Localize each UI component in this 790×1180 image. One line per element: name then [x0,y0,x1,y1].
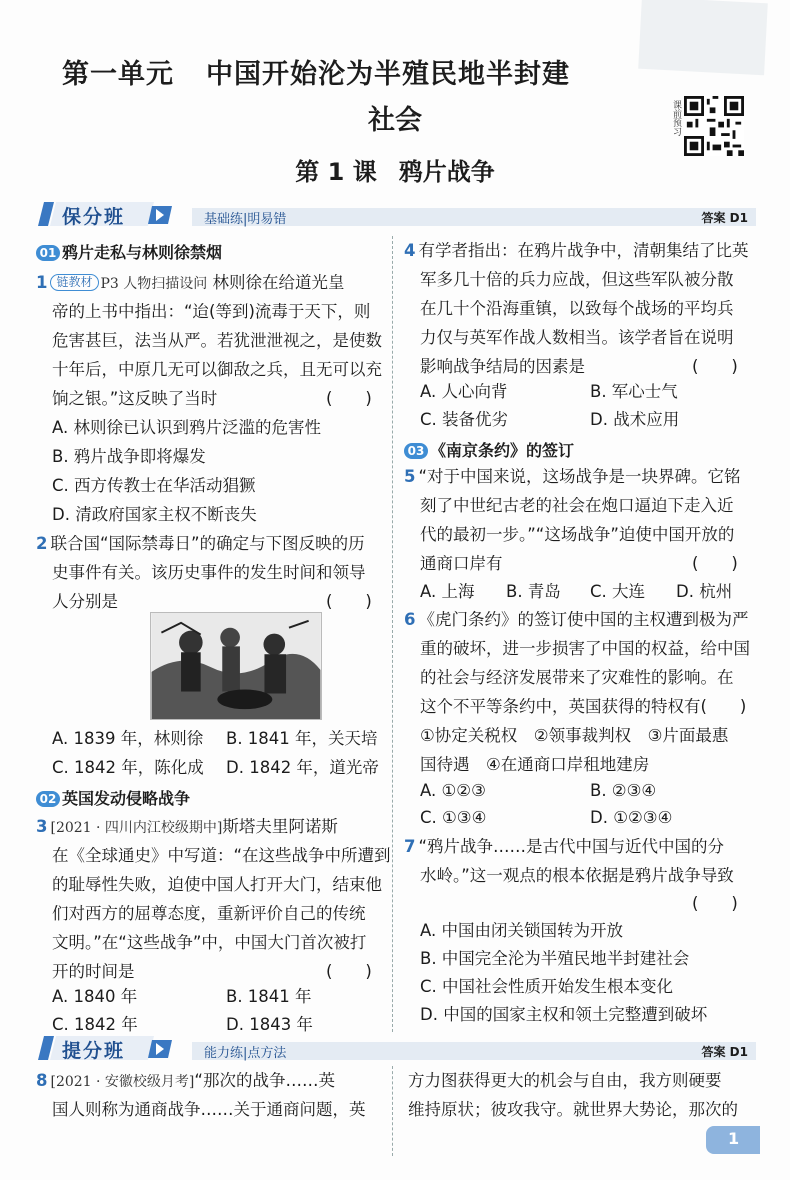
question-2-line: 2 联合国“国际禁毒日”的确定与下图反映的历 [36,534,365,553]
question-1-line: 1 链教材 P3 人物扫描设问 林则徐在给道光皇 [36,273,345,292]
qr-code-icon[interactable] [684,96,744,156]
question-text: ①协定关税权 ②领事裁判权 ③片面最惠 [420,726,729,745]
question-text: 国人则称为通商战争……关于通商问题，英 [52,1100,366,1119]
section-heading: 02 英国发动侵略战争 [36,786,190,808]
question-text: 刻了中世纪古老的社会在炮口逼迫下走入近 [420,496,734,515]
option[interactable]: C. 1842 年，陈化成 [52,758,204,777]
column-divider [392,236,393,1032]
question-5-line: 5 “对于中国来说，这场战争是一块界碑。它铭 [404,467,741,486]
bar-tag-label: 保分班 [62,206,126,228]
question-text: 危害甚巨，法当从严。若犹泄泄视之，是使数 [52,331,382,350]
option[interactable]: C. 装备优劣 [420,410,509,429]
question-text: 开的时间是 [52,962,135,981]
qr-block[interactable] [671,96,744,160]
option[interactable]: A. 上海 [420,582,475,601]
question-text: 的耻辱性失败，迫使中国人打开大门，结束他 [52,875,382,894]
bar-tag-label: 提分班 [62,1040,126,1062]
basic-practice-bar [36,200,756,228]
question-text: 代的最初一步。”“这场战争”迫使中国开放的 [420,525,735,544]
question-text: 饷之银。”这反映了当时 [52,389,218,408]
option[interactable]: A. 1840 年 [52,987,138,1006]
link-textbook-tag: 链教材 [50,274,98,291]
tape-strip [638,0,768,75]
page-number: 1 [728,1129,740,1148]
question-8-line: 8 [2021 · 安徽校级月考]“那次的战争……英 [36,1071,335,1090]
section-heading: 03 《南京条约》的签订 [404,438,574,460]
option[interactable]: A. 1839 年，林则徐 [52,729,204,748]
option[interactable]: C. 中国社会性质开始发生根本变化 [420,977,674,996]
option[interactable]: B. 军心士气 [590,382,678,401]
option[interactable]: D. 杭州 [676,582,733,601]
option[interactable]: B. 青岛 [506,582,561,601]
option[interactable]: B. ②③④ [590,781,657,800]
option[interactable]: A. ①②③ [420,781,486,800]
answer-blank[interactable]: ( ) [326,592,372,611]
opium-burning-illustration [150,612,322,720]
option[interactable]: D. 1843 年 [226,1015,313,1034]
question-text: 力仅与英军作战人数相当。该学者旨在说明 [420,328,734,347]
question-text: 在几十个沿海重镇，以致每个战场的平均兵 [420,299,734,318]
question-text: 维持原状；彼攻我守。就世界大势论，那次的 [408,1100,738,1119]
option[interactable]: C. 西方传教士在华活动猖獗 [52,476,256,495]
option[interactable]: D. 清政府国家主权不断丧失 [52,505,257,524]
question-text: 人分别是 [52,592,118,611]
answer-blank[interactable]: ( ) [326,389,372,408]
question-text: 水岭。”这一观点的根本依据是鸦片战争导致 [420,866,734,885]
bar-subtitle: 基础练|明易错 [204,212,287,227]
answer-ref: 答案 D1 [701,1045,748,1059]
section-heading: 01 鸦片走私与林则徐禁烟 [36,240,222,262]
option[interactable]: D. ①②③④ [590,808,673,827]
page-number-tab [706,1126,760,1154]
option[interactable]: A. 人心向背 [420,382,508,401]
question-text: 的社会与经济发展带来了灾难性的影响。在 [420,668,734,687]
question-text: 史事件有关。该历史事件的发生时间和领导 [52,563,366,582]
question-text: 帝的上书中指出：“迨(等到)流毒于天下，则 [52,302,371,321]
question-text: 影响战争结局的因素是 [420,357,585,376]
option[interactable]: A. 中国由闭关锁国转为开放 [420,921,623,940]
lesson-title: 第 1 课 鸦片战争 [295,158,495,186]
answer-blank[interactable]: ( ) [692,554,738,573]
option[interactable]: C. ①③④ [420,808,487,827]
option[interactable]: D. 中国的国家主权和领土完整遭到破坏 [420,1005,708,1024]
answer-blank[interactable]: ( ) [692,357,738,376]
question-text: 方力图获得更大的机会与自由，我方则硬要 [408,1071,722,1090]
question-text: 十年后，中原几无可以御敌之兵，且无可以充 [52,360,382,379]
option[interactable]: B. 鸦片战争即将爆发 [52,447,206,466]
question-6-line: 6 《虎门条约》的签订使中国的主权遭到极为严 [404,610,749,629]
option[interactable]: B. 中国完全沦为半殖民地半封建社会 [420,949,690,968]
option[interactable]: D. 1842 年，道光帝 [226,758,379,777]
option[interactable]: C. 1842 年 [52,1015,138,1034]
question-text: 国待遇 ④在通商口岸租地建房 [420,755,650,774]
unit-title-line2: 社会 [368,105,422,136]
option[interactable]: C. 大连 [590,582,646,601]
option[interactable]: D. 战术应用 [590,410,680,429]
column-divider [392,1066,393,1156]
answer-ref: 答案 D1 [701,211,748,225]
question-text: 军多几十倍的兵力应战，但这些军队被分散 [420,270,734,289]
advanced-practice-bar [36,1034,756,1062]
answer-blank[interactable]: ( ) [326,962,372,981]
answer-blank[interactable]: ( ) [692,894,738,913]
question-text: 重的破坏，进一步损害了中国的权益，给中国 [420,639,750,658]
question-4-line: 4 有学者指出：在鸦片战争中，清朝集结了比英 [404,241,749,260]
option[interactable]: B. 1841 年 [226,987,312,1006]
option[interactable]: A. 林则徐已认识到鸦片泛滥的危害性 [52,418,321,437]
question-text: 在《全球通史》中写道：“在这些战争中所遭到 [52,846,391,865]
qr-label: 课前预习 [671,100,681,136]
question-text: 通商口岸有 [420,554,503,573]
question-text: 们对西方的屈尊态度，重新评价自己的传统 [52,904,366,923]
unit-title: 第一单元 中国开始沦为半殖民地半封建 [62,59,570,90]
question-text: 文明。”在“这些战争”中，中国大门首次被打 [52,933,367,952]
bar-subtitle: 能力练|点方法 [204,1046,287,1061]
option[interactable]: B. 1841 年，关天培 [226,729,378,748]
question-7-line: 7 “鸦片战争……是古代中国与近代中国的分 [404,837,725,856]
question-text: 这个不平等条约中，英国获得的特权有( ) [420,697,747,716]
question-3-line: 3 [2021 · 四川内江校级期中]斯塔夫里阿诺斯 [36,817,338,836]
